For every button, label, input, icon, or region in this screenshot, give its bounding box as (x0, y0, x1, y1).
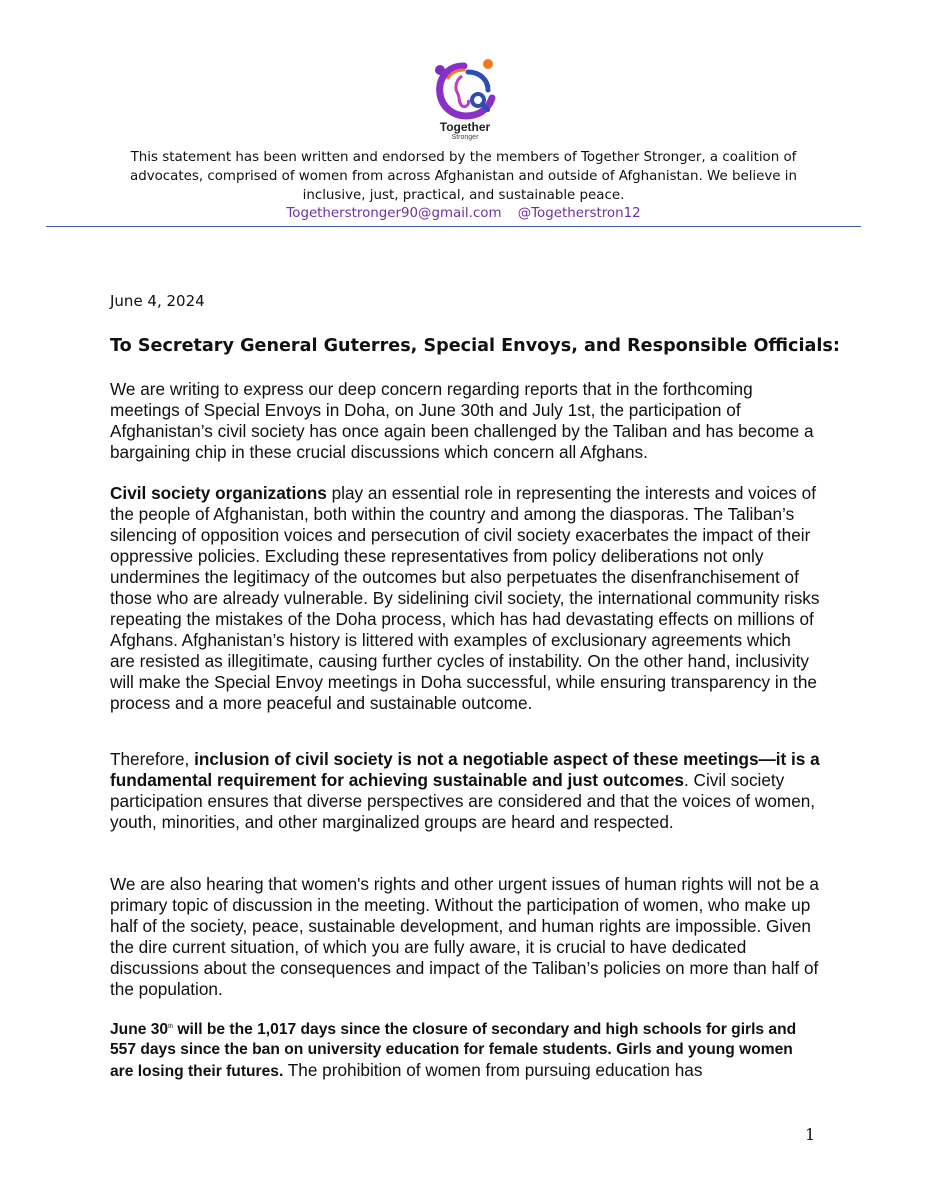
together-stronger-logo (410, 58, 520, 158)
contact-line (100, 206, 827, 221)
email-link[interactable]: Togetherstronger90@gmail.com (286, 206, 502, 221)
ordinal-suffix: th (168, 1024, 174, 1030)
paragraph-inclusion-start: Therefore, (110, 749, 195, 769)
salutation: To Secretary General Guterres, Special Envoys, and Responsible Officials: (110, 336, 840, 356)
paragraph-education-text: The prohibition of women from pursuing education has (283, 1060, 703, 1081)
paragraph-inclusion-bold: inclusion of civil society is not a negotiable aspect of these meetings—it is a fundamental requirement for achieving sustainable and just outcomes (110, 749, 820, 790)
woman-profile-icon (418, 58, 512, 120)
paragraph-inclusion-text: . Civil society participation ensures that diverse perspectives are considered and that the voices of women, youth, minorities, and other marginalized groups are heard and respected. (110, 770, 816, 832)
logo-subtitle: Stronger (451, 134, 479, 141)
paragraph-civil-society (110, 483, 820, 714)
twitter-handle-link[interactable]: @Togetherstron12 (517, 206, 641, 221)
paragraph-inclusion (110, 749, 820, 833)
logo-title: Together (439, 120, 491, 134)
paragraph-education-bold: will be the 1,017 days since the closure of secondary and high schools for girls and 557 days since the ban on university education for female students. Girls and young women are losing their futures. (110, 1021, 797, 1081)
paragraph-womens-rights: We are also hearing that women's rights and other urgent issues of human rights will not be a primary topic of discussion in the meeting. Without the participation of women, who make up half of the society, peace, sustainable development, and human rights are impossible. Given the dire current situation, of which you are fully aware, it is crucial to have dedicated discussions about the consequences and impact of the Taliban’s policies on more than half of the population. (110, 874, 819, 999)
paragraph-concern: We are writing to express our deep concern regarding reports that in the forthcoming meetings of Special Envoys in Doha, on June 30th and July 1st, the participation of Afghanistan’s civil society has once again been challenged by the Taliban and has become a bargaining chip in these crucial discussions which concern all Afghans. (110, 379, 814, 462)
paragraph-civil-society-bold: Civil society organizations (110, 483, 327, 503)
paragraph-education (110, 1017, 820, 1082)
paragraph-civil-society-text: play an essential role in representing the interests and voices of the people of Afghanistan, both within the country and among the diasporas. The Taliban’s silencing of opposition voices and persecution of civil society exacerbates the impact of their oppressive policies. Excluding these representatives from policy deliberations not only undermines the legitimacy of the outcomes but also perpetuates the disenfranchisement of those who are already vulnerable. By sidelining civil society, the international community risks repeating the mistakes of the Doha process, which has had devastating effects on millions of Afghans. Afghanistan’s history is littered with examples of exclusionary agreements which are resisted as illegitimate, causing further cycles of instability. On the other hand, inclusivity will make the Special Envoy meetings in Doha successful, while ensuring transparency in the process and a more peaceful and sustainable outcome. (110, 483, 820, 713)
coalition-statement: This statement has been written and endorsed by the members of Together Stronger, a coalition of advocates, comprised of women from across Afghanistan and outside of Afghanistan. We believe in inclusive, just, practical, and sustainable peace. (129, 150, 798, 203)
paragraph-education-date: June 30 (110, 1021, 169, 1039)
letter-date: June 4, 2024 (110, 292, 205, 310)
header-divider (46, 226, 861, 227)
page-number: 1 (805, 1125, 816, 1144)
